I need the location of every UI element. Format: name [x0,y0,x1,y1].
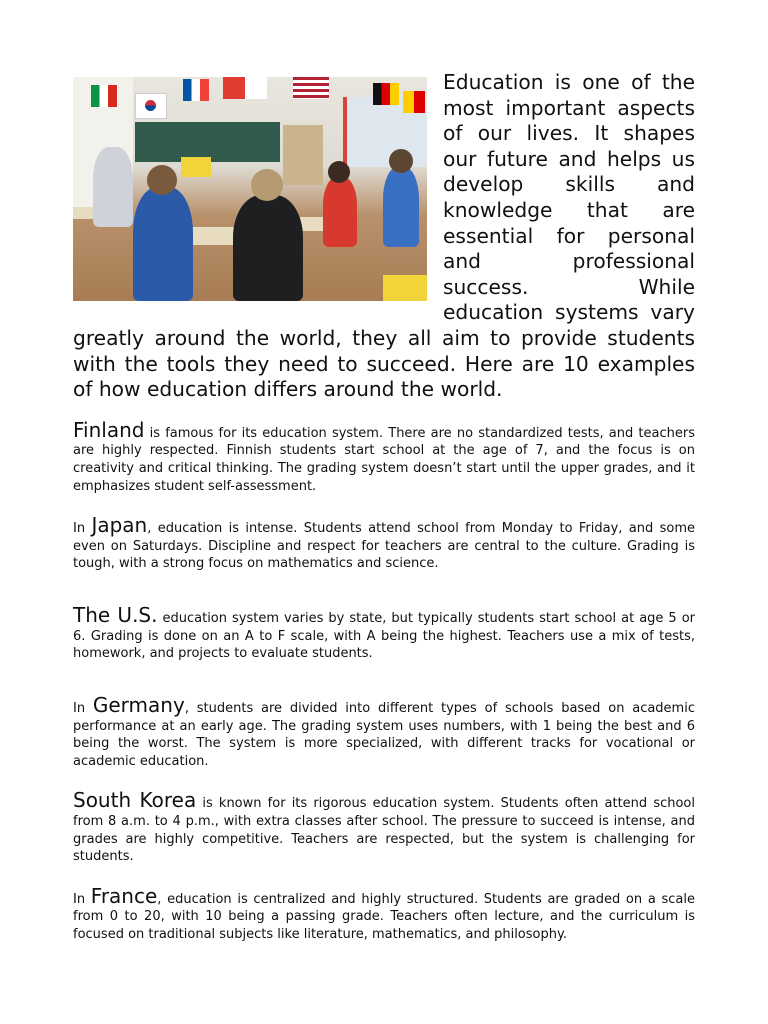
section-japan [73,515,695,585]
country-name: South Korea [73,788,197,813]
country-name: Finland [73,417,145,442]
section-prefix: In [73,521,92,537]
intro-paragraph: Education is one of the most important aspects of our lives. It shapes our future and helps us develop skills and knowledge that are essential for personal and professional success. While education systems vary greatly around the world, they all aim to provide students with the tools they need to succeed. Here are 10 examples of how education differs around the world. [73,70,695,402]
section-finland [73,417,695,495]
section-text: education system varies by state, but typically students start school at age 5 or 6. Grading is done on an A to F scale, with A being the highest. Teachers use a mix of tests, homework, and projects to evaluate students. [73,611,695,662]
photo-yellow-object [181,157,211,177]
photo-student [133,187,193,301]
photo-chalkboard [135,122,280,162]
photo-student-head [251,169,283,201]
photo-student-head [328,161,350,183]
flag-icon [223,77,267,99]
flag-icon [403,91,425,113]
photo-student-head [147,165,177,195]
classroom-photo [73,77,427,301]
country-name: France [90,883,158,908]
flag-icon [373,83,399,105]
document-page [73,70,695,956]
country-name: Germany [92,693,185,718]
country-name: The U.S. [73,603,158,628]
section-text: is known for its rigorous education system. Students often attend school from 8 a.m. to 4 p.m., with extra classes after school. The pressure to succeed is intense, and grades are highly competitive. Teachers are respected, but the system is challenging for students. [73,796,696,865]
photo-student [383,167,419,247]
flag-icon [293,77,329,99]
photo-student [323,177,357,247]
country-sections [73,403,695,956]
section-text: , education is intense. Students attend school from Monday to Friday, and some even on Saturdays. Discipline and respect for teachers are central to the culture. Grading is tough, with a strong focus on mathematics and science. [73,521,695,572]
section-text: , education is centralized and highly structured. Students are graded on a scale from 0 to 20, with 10 being a passing grade. Teachers often lecture, and the curriculum is focused on traditional subjects like literature, mathematics, and philosophy. [73,891,695,943]
country-name: Japan [91,513,148,538]
flag-icon [91,85,117,107]
photo-student-head [389,149,413,173]
section-germany [73,695,695,770]
flag-icon [183,79,209,101]
photo-student [93,147,133,227]
section-us [73,605,695,675]
photo-student [233,195,303,301]
section-text: , students are divided into different types of schools based on academic performance at an early age. The grading system uses numbers, with 1 being the best and 6 being the worst. The system is more specialized, with different tracks for vocational or academic education. [73,701,695,769]
section-text: is famous for its education system. There are no standardized tests, and teachers are highly respected. Finnish students start school at the age of 7, and the focus is on creativity and critical thinking. The grading system doesn’t start until the upper grades, and it emphasizes student self-assessment. [73,425,695,494]
photo-yellow-object [383,275,427,301]
section-prefix: In [73,891,91,907]
section-prefix: In [73,701,93,717]
section-france [73,883,695,956]
photo-shelf [283,125,323,185]
flag-icon [135,93,167,119]
section-south-korea [73,790,695,865]
